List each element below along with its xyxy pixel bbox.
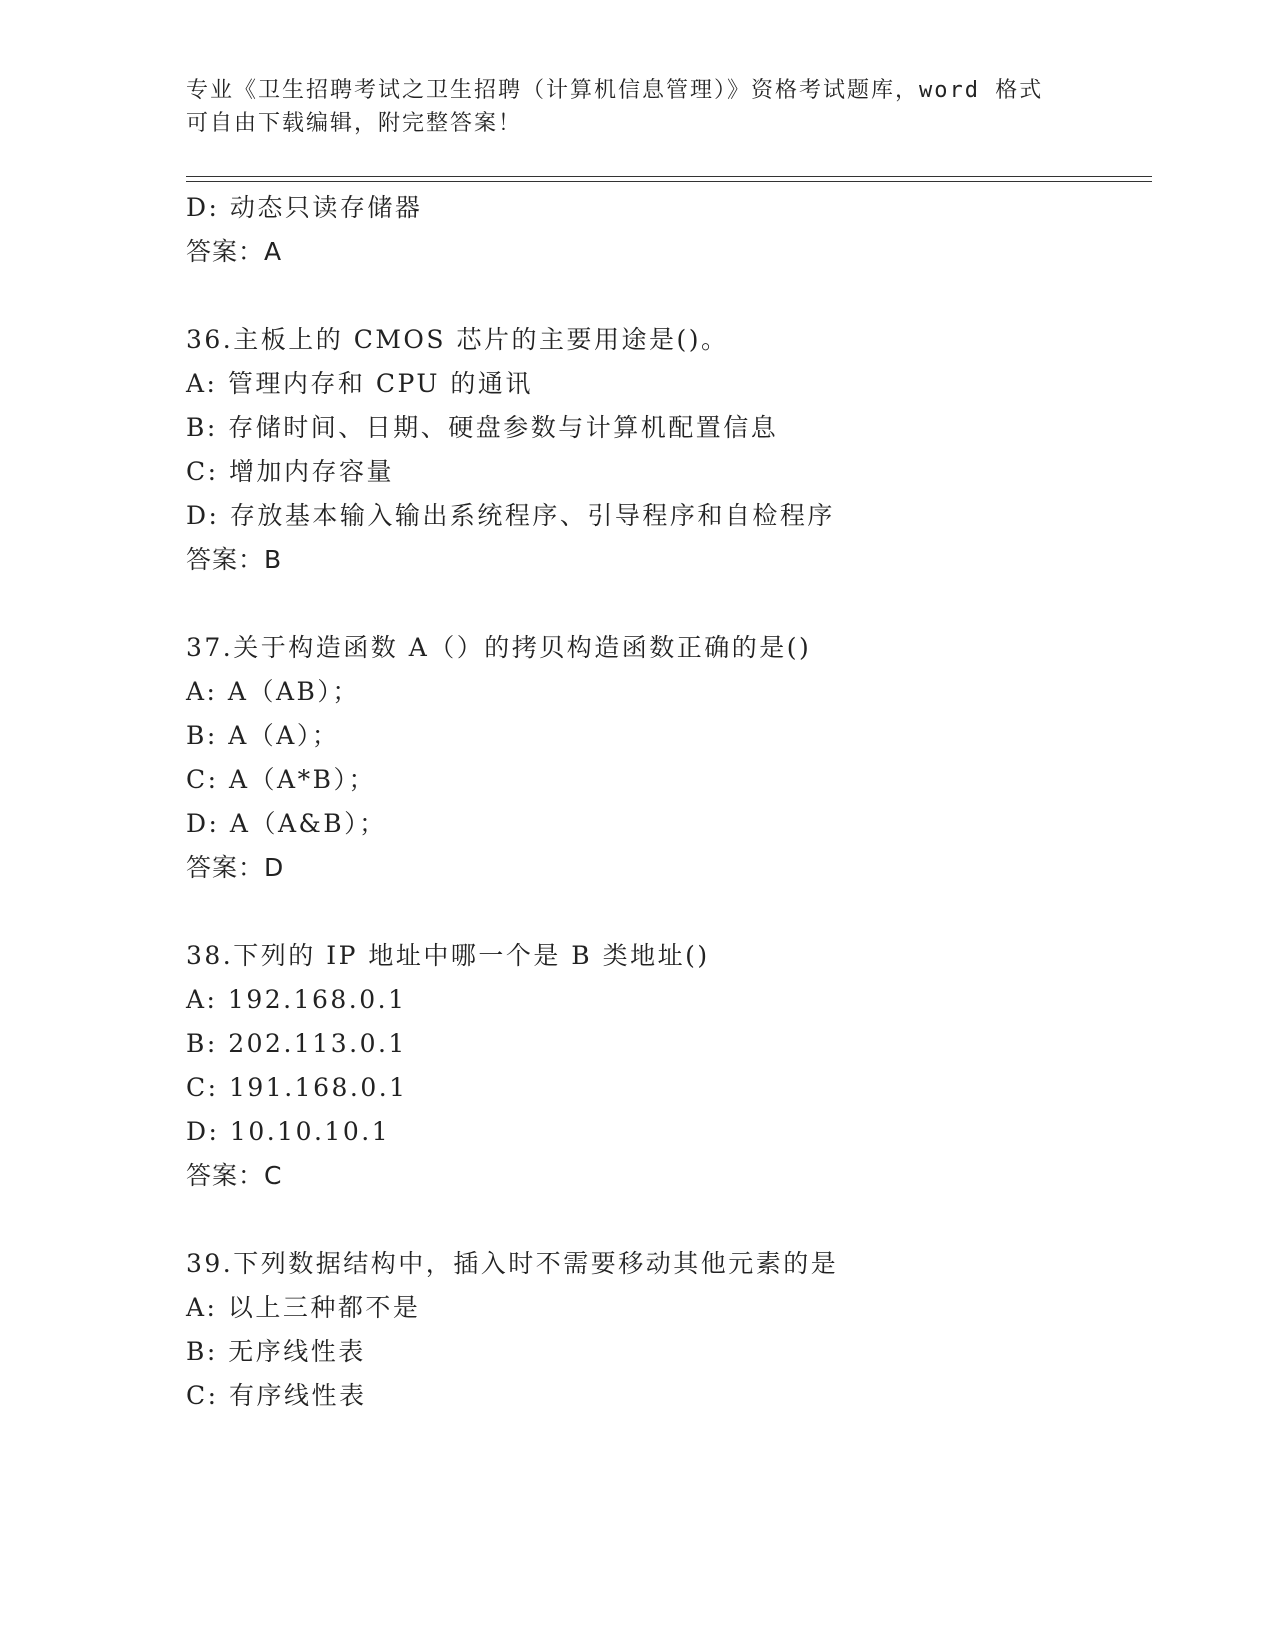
q36-answer: 答案：B [186,545,283,574]
q36-option-d: D: 存放基本输入输出系统程序、引导程序和自检程序 [186,501,835,530]
q38-question: 38.下列的 IP 地址中哪一个是 B 类地址() [186,941,710,970]
q37-option-c: C: A（A*B）； [186,765,376,794]
header-line-1: 专业《卫生招聘考试之卫生招聘（计算机信息管理）》资格考试题库，word 格式 [186,78,1044,103]
header-divider-top [186,176,1152,177]
document-header [186,74,1066,140]
prev-option-d: D: 动态只读存储器 [186,193,423,222]
q39-option-c: C: 有序线性表 [186,1381,367,1410]
q37-option-a: A: A（AB）； [186,677,360,706]
q37-option-b: B: A（A）； [186,721,340,750]
q38-option-b: B: 202.113.0.1 [186,1029,407,1058]
q36-option-a: A: 管理内存和 CPU 的通讯 [186,369,533,398]
q37-option-d: D: A（A&B）； [186,809,387,838]
q36-question: 36.主板上的 CMOS 芯片的主要用途是()。 [186,325,729,354]
q36-option-b: B: 存储时间、日期、硬盘参数与计算机配置信息 [186,413,779,442]
header-line-2: 可自由下载编辑，附完整答案！ [186,111,523,136]
q39-question: 39.下列数据结构中，插入时不需要移动其他元素的是 [186,1249,839,1278]
q38-option-d: D: 10.10.10.1 [186,1117,391,1146]
q37-question: 37.关于构造函数 A（）的拷贝构造函数正确的是() [186,633,812,662]
q39-option-b: B: 无序线性表 [186,1337,366,1366]
q37-answer: 答案：D [186,853,285,882]
q38-answer: 答案：C [186,1161,283,1190]
q36-option-c: C: 增加内存容量 [186,457,394,486]
q38-option-c: C: 191.168.0.1 [186,1073,408,1102]
q38-option-a: A: 192.168.0.1 [186,985,407,1014]
header-divider-bottom [186,181,1152,182]
prev-answer: 答案：A [186,237,283,266]
q39-option-a: A: 以上三种都不是 [186,1293,421,1322]
